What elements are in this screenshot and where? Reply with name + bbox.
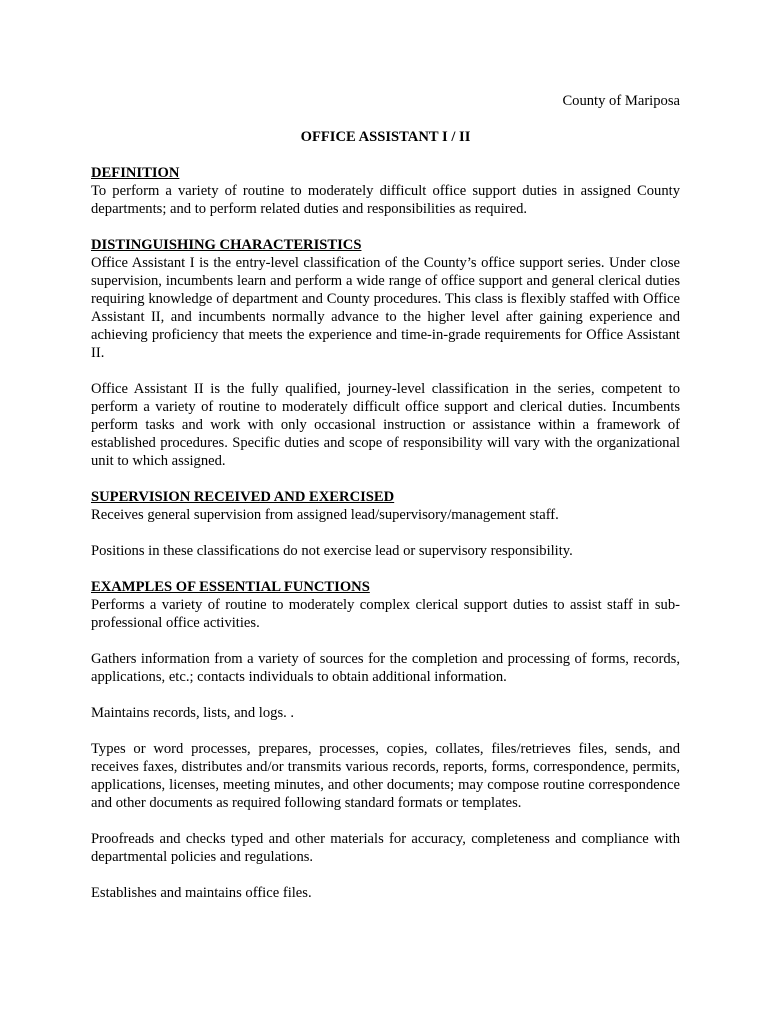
functions-heading: EXAMPLES OF ESSENTIAL FUNCTIONS — [91, 579, 370, 595]
definition-heading: DEFINITION — [91, 165, 180, 181]
distinguishing-paragraph-1: Office Assistant I is the entry-level classification of the County’s office support series. Under close supervision, incumbents learn and perform a wide range of office support and general clerical duties requiring knowledge of department and County procedures. This class is flexibly staffed with Office Assistant II, and incumbents normally advance to the higher level after gaining experience and achieving proficiency that meets the experience and time-in-grade requirements for Office Assistant II. — [91, 255, 680, 361]
functions-paragraph-4: Types or word processes, prepares, processes, copies, collates, files/retrieves files, sends, and receives faxes, distributes and/or transmits various records, reports, forms, correspondence, permits, applications, licenses, meeting minutes, and other documents; may compose routine correspondence and other documents as required following standard formats or templates. — [91, 741, 680, 811]
definition-paragraph: To perform a variety of routine to moderately difficult office support duties in assigned County departments; and to perform related duties and responsibilities as required. — [91, 183, 680, 217]
document-page — [91, 92, 680, 902]
functions-paragraph-1: Performs a variety of routine to moderately complex clerical support duties to assist staff in sub-professional office activities. — [91, 597, 680, 631]
functions-paragraph-6: Establishes and maintains office files. — [91, 885, 312, 901]
organization-name: County of Mariposa — [562, 93, 680, 109]
document-title: OFFICE ASSISTANT I / II — [300, 129, 471, 145]
supervision-heading: SUPERVISION RECEIVED AND EXERCISED — [91, 489, 395, 505]
distinguishing-paragraph-2: Office Assistant II is the fully qualified, journey-level classification in the series, competent to perform a variety of routine to moderately difficult office support and clerical duties. Incumbents perform tasks and work with only occasional instruction or assistance within a framework of established procedures. Specific duties and scope of responsibility will vary with the organizational unit to which assigned. — [91, 381, 680, 469]
functions-paragraph-3: Maintains records, lists, and logs. . — [91, 705, 295, 721]
distinguishing-heading: DISTINGUISHING CHARACTERISTICS — [91, 237, 362, 253]
supervision-paragraph-2: Positions in these classifications do not exercise lead or supervisory responsibility. — [91, 543, 573, 559]
functions-paragraph-2: Gathers information from a variety of sources for the completion and processing of forms, records, applications, etc.; contacts individuals to obtain additional information. — [91, 651, 680, 685]
supervision-paragraph-1: Receives general supervision from assigned lead/supervisory/management staff. — [91, 507, 559, 523]
functions-paragraph-5: Proofreads and checks typed and other materials for accuracy, completeness and compliance with departmental policies and regulations. — [91, 831, 680, 865]
